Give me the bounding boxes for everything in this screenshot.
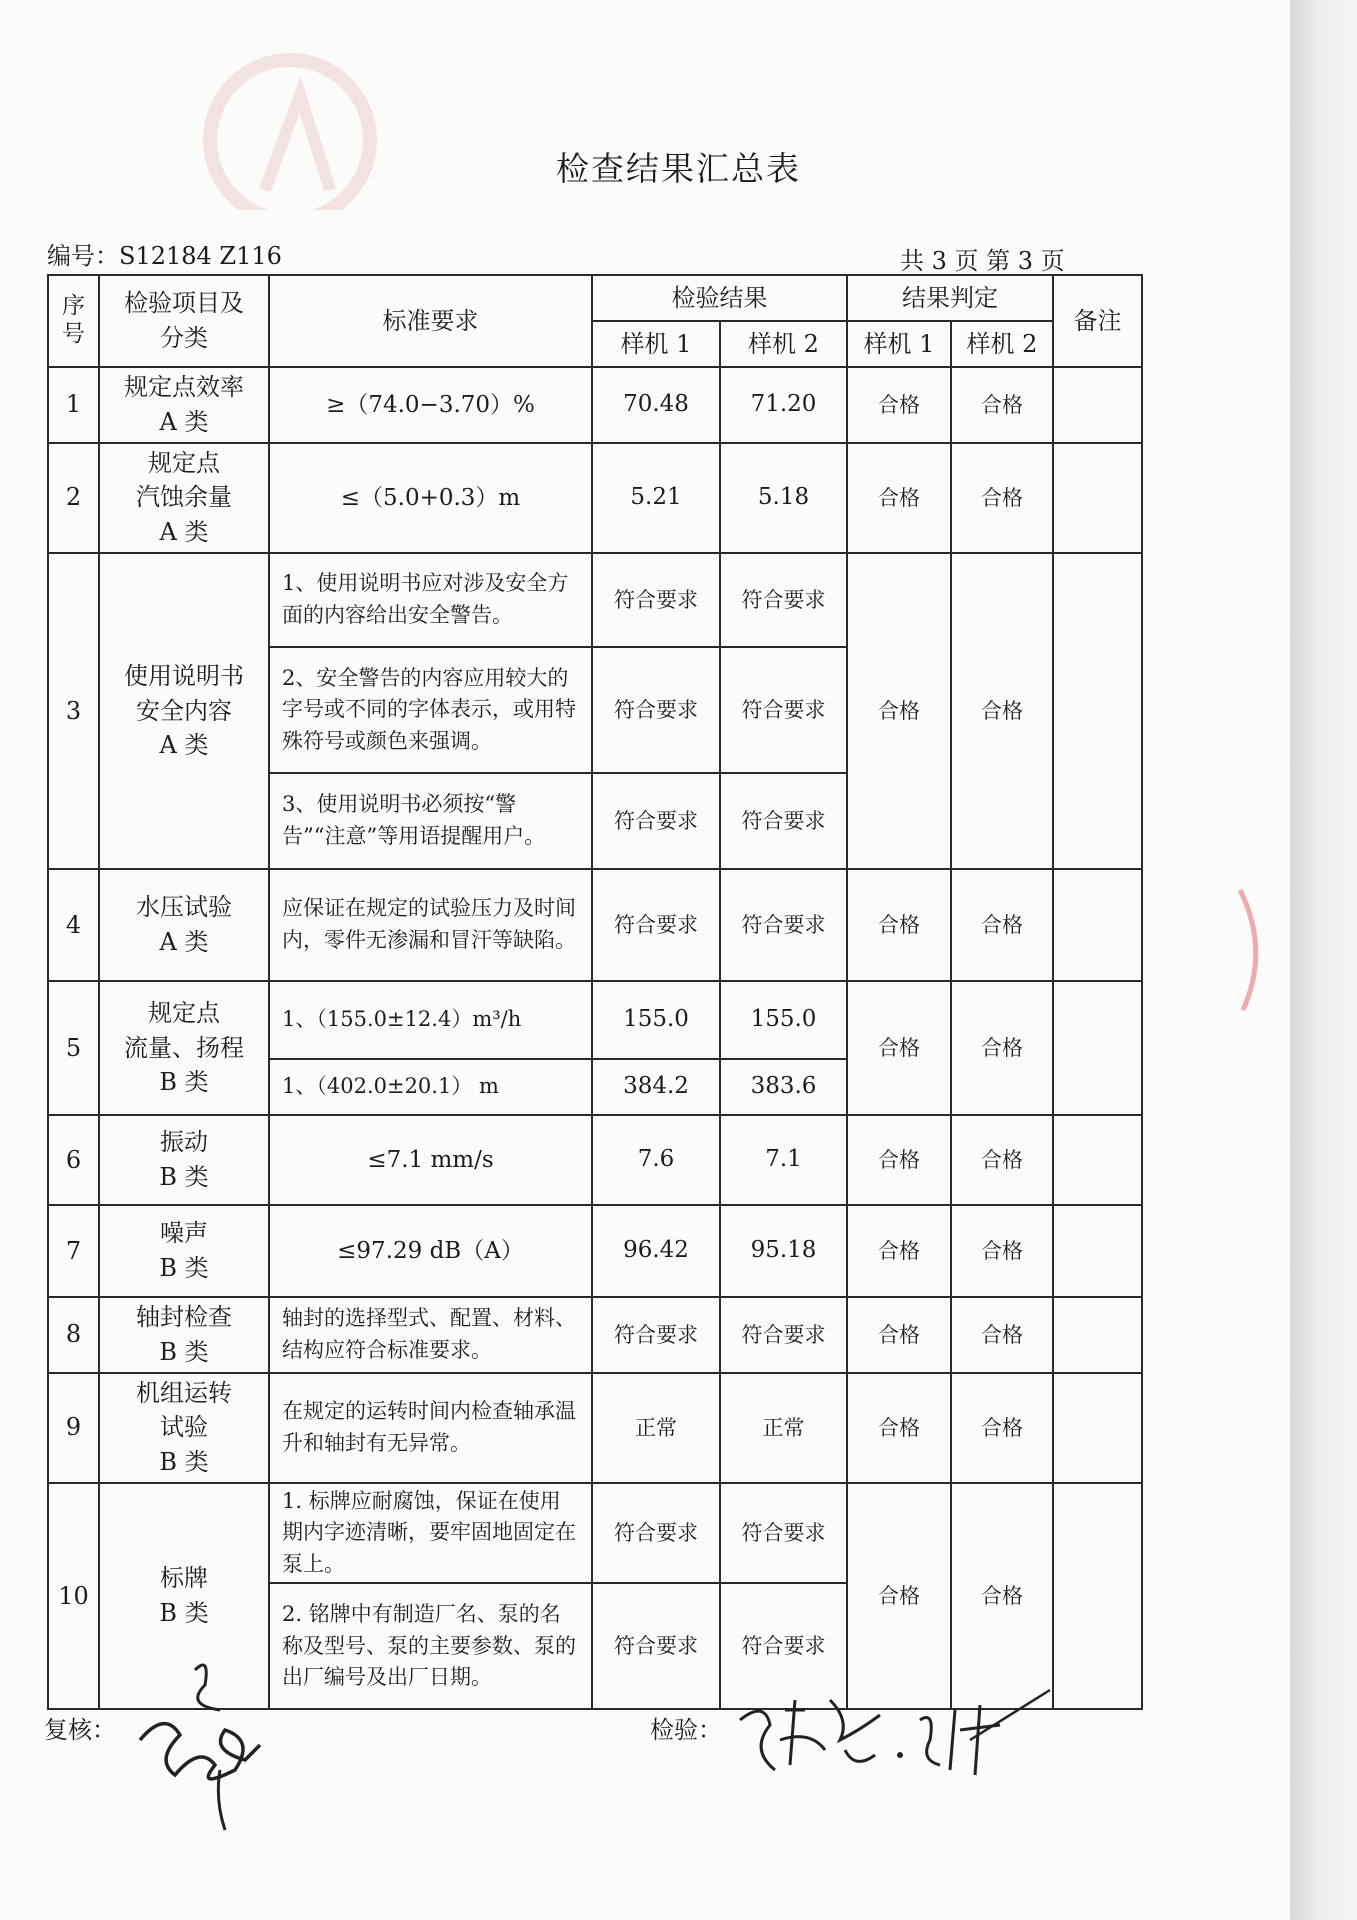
row-standard: ≥（74.0−3.70）% — [269, 367, 592, 443]
row-item: 标牌 B 类 — [99, 1483, 269, 1710]
row-result-sample2: 符合要求 — [720, 1297, 847, 1373]
row-result-sample2: 5.18 — [720, 443, 847, 553]
header-results: 检验结果 — [592, 275, 847, 321]
table-row — [48, 367, 1142, 443]
table-row — [48, 443, 1142, 553]
table-row — [48, 981, 1142, 1059]
table-row — [48, 1483, 1142, 1584]
document-title: 检查结果汇总表 — [556, 149, 801, 188]
row-judge-sample1: 合格 — [847, 553, 951, 869]
row-result-sample2: 155.0 — [720, 981, 847, 1059]
row-result-sample1: 符合要求 — [592, 1483, 720, 1584]
table-row — [48, 869, 1142, 981]
row-judge-sample2: 合格 — [951, 869, 1053, 981]
row-result-sample2: 95.18 — [720, 1205, 847, 1297]
row-seq: 9 — [48, 1373, 99, 1483]
row-judge-sample2: 合格 — [951, 1205, 1053, 1297]
header-seq: 序号 — [48, 275, 99, 367]
row-item: 轴封检查 B 类 — [99, 1297, 269, 1373]
row-result-sample1: 符合要求 — [592, 553, 720, 647]
row-result-sample1: 符合要求 — [592, 869, 720, 981]
row-item: 规定点 流量、扬程 B 类 — [99, 981, 269, 1115]
row-judge-sample1: 合格 — [847, 367, 951, 443]
table-row — [48, 553, 1142, 647]
row-judge-sample1: 合格 — [847, 1297, 951, 1373]
row-standard: 1、使用说明书应对涉及安全方面的内容给出安全警告。 — [269, 553, 592, 647]
row-remark — [1053, 367, 1142, 443]
row-result-sample1: 正常 — [592, 1373, 720, 1483]
inspect-label: 检验： — [650, 1716, 722, 1744]
row-result-sample2: 71.20 — [720, 367, 847, 443]
row-seq: 8 — [48, 1297, 99, 1373]
page-info: 共 3 页 第 3 页 — [900, 247, 1065, 275]
row-result-sample1: 符合要求 — [592, 1583, 720, 1709]
row-result-sample1: 符合要求 — [592, 1297, 720, 1373]
row-item: 机组运转 试验 B 类 — [99, 1373, 269, 1483]
row-judge-sample1: 合格 — [847, 869, 951, 981]
row-judge-sample2: 合格 — [951, 1115, 1053, 1205]
row-seq: 7 — [48, 1205, 99, 1297]
row-result-sample1: 96.42 — [592, 1205, 720, 1297]
row-standard: 应保证在规定的试验压力及时间内，零件无渗漏和冒汗等缺陷。 — [269, 869, 592, 981]
header-remark: 备注 — [1053, 275, 1142, 367]
paper-edge-shadow — [1290, 0, 1357, 1920]
row-remark — [1053, 553, 1142, 869]
header-judge-sample1: 样机 1 — [847, 321, 951, 367]
row-remark — [1053, 1373, 1142, 1483]
row-result-sample1: 7.6 — [592, 1115, 720, 1205]
row-result-sample2: 符合要求 — [720, 773, 847, 869]
row-judge-sample2: 合格 — [951, 443, 1053, 553]
header-standard: 标准要求 — [269, 275, 592, 367]
row-result-sample1: 384.2 — [592, 1059, 720, 1115]
row-result-sample2: 7.1 — [720, 1115, 847, 1205]
header-judge-sample2: 样机 2 — [951, 321, 1053, 367]
row-standard: 在规定的运转时间内检查轴承温升和轴封有无异常。 — [269, 1373, 592, 1483]
row-result-sample2: 正常 — [720, 1373, 847, 1483]
table-row — [48, 1373, 1142, 1483]
row-result-sample1: 70.48 — [592, 367, 720, 443]
row-judge-sample2: 合格 — [951, 1483, 1053, 1710]
row-seq: 5 — [48, 981, 99, 1115]
row-standard: 3、使用说明书必须按“警告”“注意”等用语提醒用户。 — [269, 773, 592, 869]
row-seq: 3 — [48, 553, 99, 869]
row-judge-sample2: 合格 — [951, 553, 1053, 869]
row-result-sample1: 符合要求 — [592, 647, 720, 773]
table-row — [48, 1115, 1142, 1205]
row-remark — [1053, 869, 1142, 981]
row-remark — [1053, 1205, 1142, 1297]
inspection-results-table — [47, 274, 1143, 1710]
row-judge-sample1: 合格 — [847, 981, 951, 1115]
row-result-sample1: 符合要求 — [592, 773, 720, 869]
row-judge-sample1: 合格 — [847, 1483, 951, 1710]
row-standard: 1、（155.0±12.4）m³/h — [269, 981, 592, 1059]
row-standard: ≤97.29 dB（A） — [269, 1205, 592, 1297]
row-remark — [1053, 1483, 1142, 1710]
row-item: 噪声 B 类 — [99, 1205, 269, 1297]
row-item: 使用说明书 安全内容 A 类 — [99, 553, 269, 869]
review-label: 复核： — [44, 1716, 116, 1744]
row-result-sample2: 383.6 — [720, 1059, 847, 1115]
table-row — [48, 1205, 1142, 1297]
row-result-sample2: 符合要求 — [720, 869, 847, 981]
row-judge-sample2: 合格 — [951, 981, 1053, 1115]
row-result-sample2: 符合要求 — [720, 647, 847, 773]
header-result-sample1: 样机 1 — [592, 321, 720, 367]
header-judgement: 结果判定 — [847, 275, 1053, 321]
header-result-sample2: 样机 2 — [720, 321, 847, 367]
row-result-sample1: 155.0 — [592, 981, 720, 1059]
row-standard: 1. 标牌应耐腐蚀，保证在使用期内字迹清晰，要牢固地固定在泵上。 — [269, 1483, 592, 1584]
row-judge-sample1: 合格 — [847, 443, 951, 553]
row-item: 振动 B 类 — [99, 1115, 269, 1205]
row-standard: 2. 铭牌中有制造厂名、泵的名称及型号、泵的主要参数、泵的出厂编号及出厂日期。 — [269, 1583, 592, 1709]
row-standard: 2、安全警告的内容应用较大的字号或不同的字体表示，或用特殊符号或颜色来强调。 — [269, 647, 592, 773]
document-number: 编号：S12184 Z116 — [47, 242, 282, 270]
header-item: 检验项目及分类 — [99, 275, 269, 367]
row-judge-sample2: 合格 — [951, 1297, 1053, 1373]
row-remark — [1053, 1115, 1142, 1205]
row-standard: ≤7.1 mm/s — [269, 1115, 592, 1205]
row-seq: 1 — [48, 367, 99, 443]
row-remark — [1053, 1297, 1142, 1373]
row-remark — [1053, 443, 1142, 553]
row-judge-sample1: 合格 — [847, 1115, 951, 1205]
row-judge-sample1: 合格 — [847, 1205, 951, 1297]
row-item: 规定点效率 A 类 — [99, 367, 269, 443]
row-seq: 4 — [48, 869, 99, 981]
row-item: 水压试验 A 类 — [99, 869, 269, 981]
row-result-sample1: 5.21 — [592, 443, 720, 553]
row-standard: ≤（5.0+0.3）m — [269, 443, 592, 553]
row-standard: 1、（402.0±20.1） m — [269, 1059, 592, 1115]
row-result-sample2: 符合要求 — [720, 1483, 847, 1584]
row-judge-sample2: 合格 — [951, 1373, 1053, 1483]
row-seq: 10 — [48, 1483, 99, 1710]
row-result-sample2: 符合要求 — [720, 553, 847, 647]
row-seq: 2 — [48, 443, 99, 553]
row-result-sample2: 符合要求 — [720, 1583, 847, 1709]
row-item: 规定点 汽蚀余量 A 类 — [99, 443, 269, 553]
row-seq: 6 — [48, 1115, 99, 1205]
row-judge-sample2: 合格 — [951, 367, 1053, 443]
table-row — [48, 1297, 1142, 1373]
row-judge-sample1: 合格 — [847, 1373, 951, 1483]
row-remark — [1053, 981, 1142, 1115]
row-standard: 轴封的选择型式、配置、材料、结构应符合标准要求。 — [269, 1297, 592, 1373]
